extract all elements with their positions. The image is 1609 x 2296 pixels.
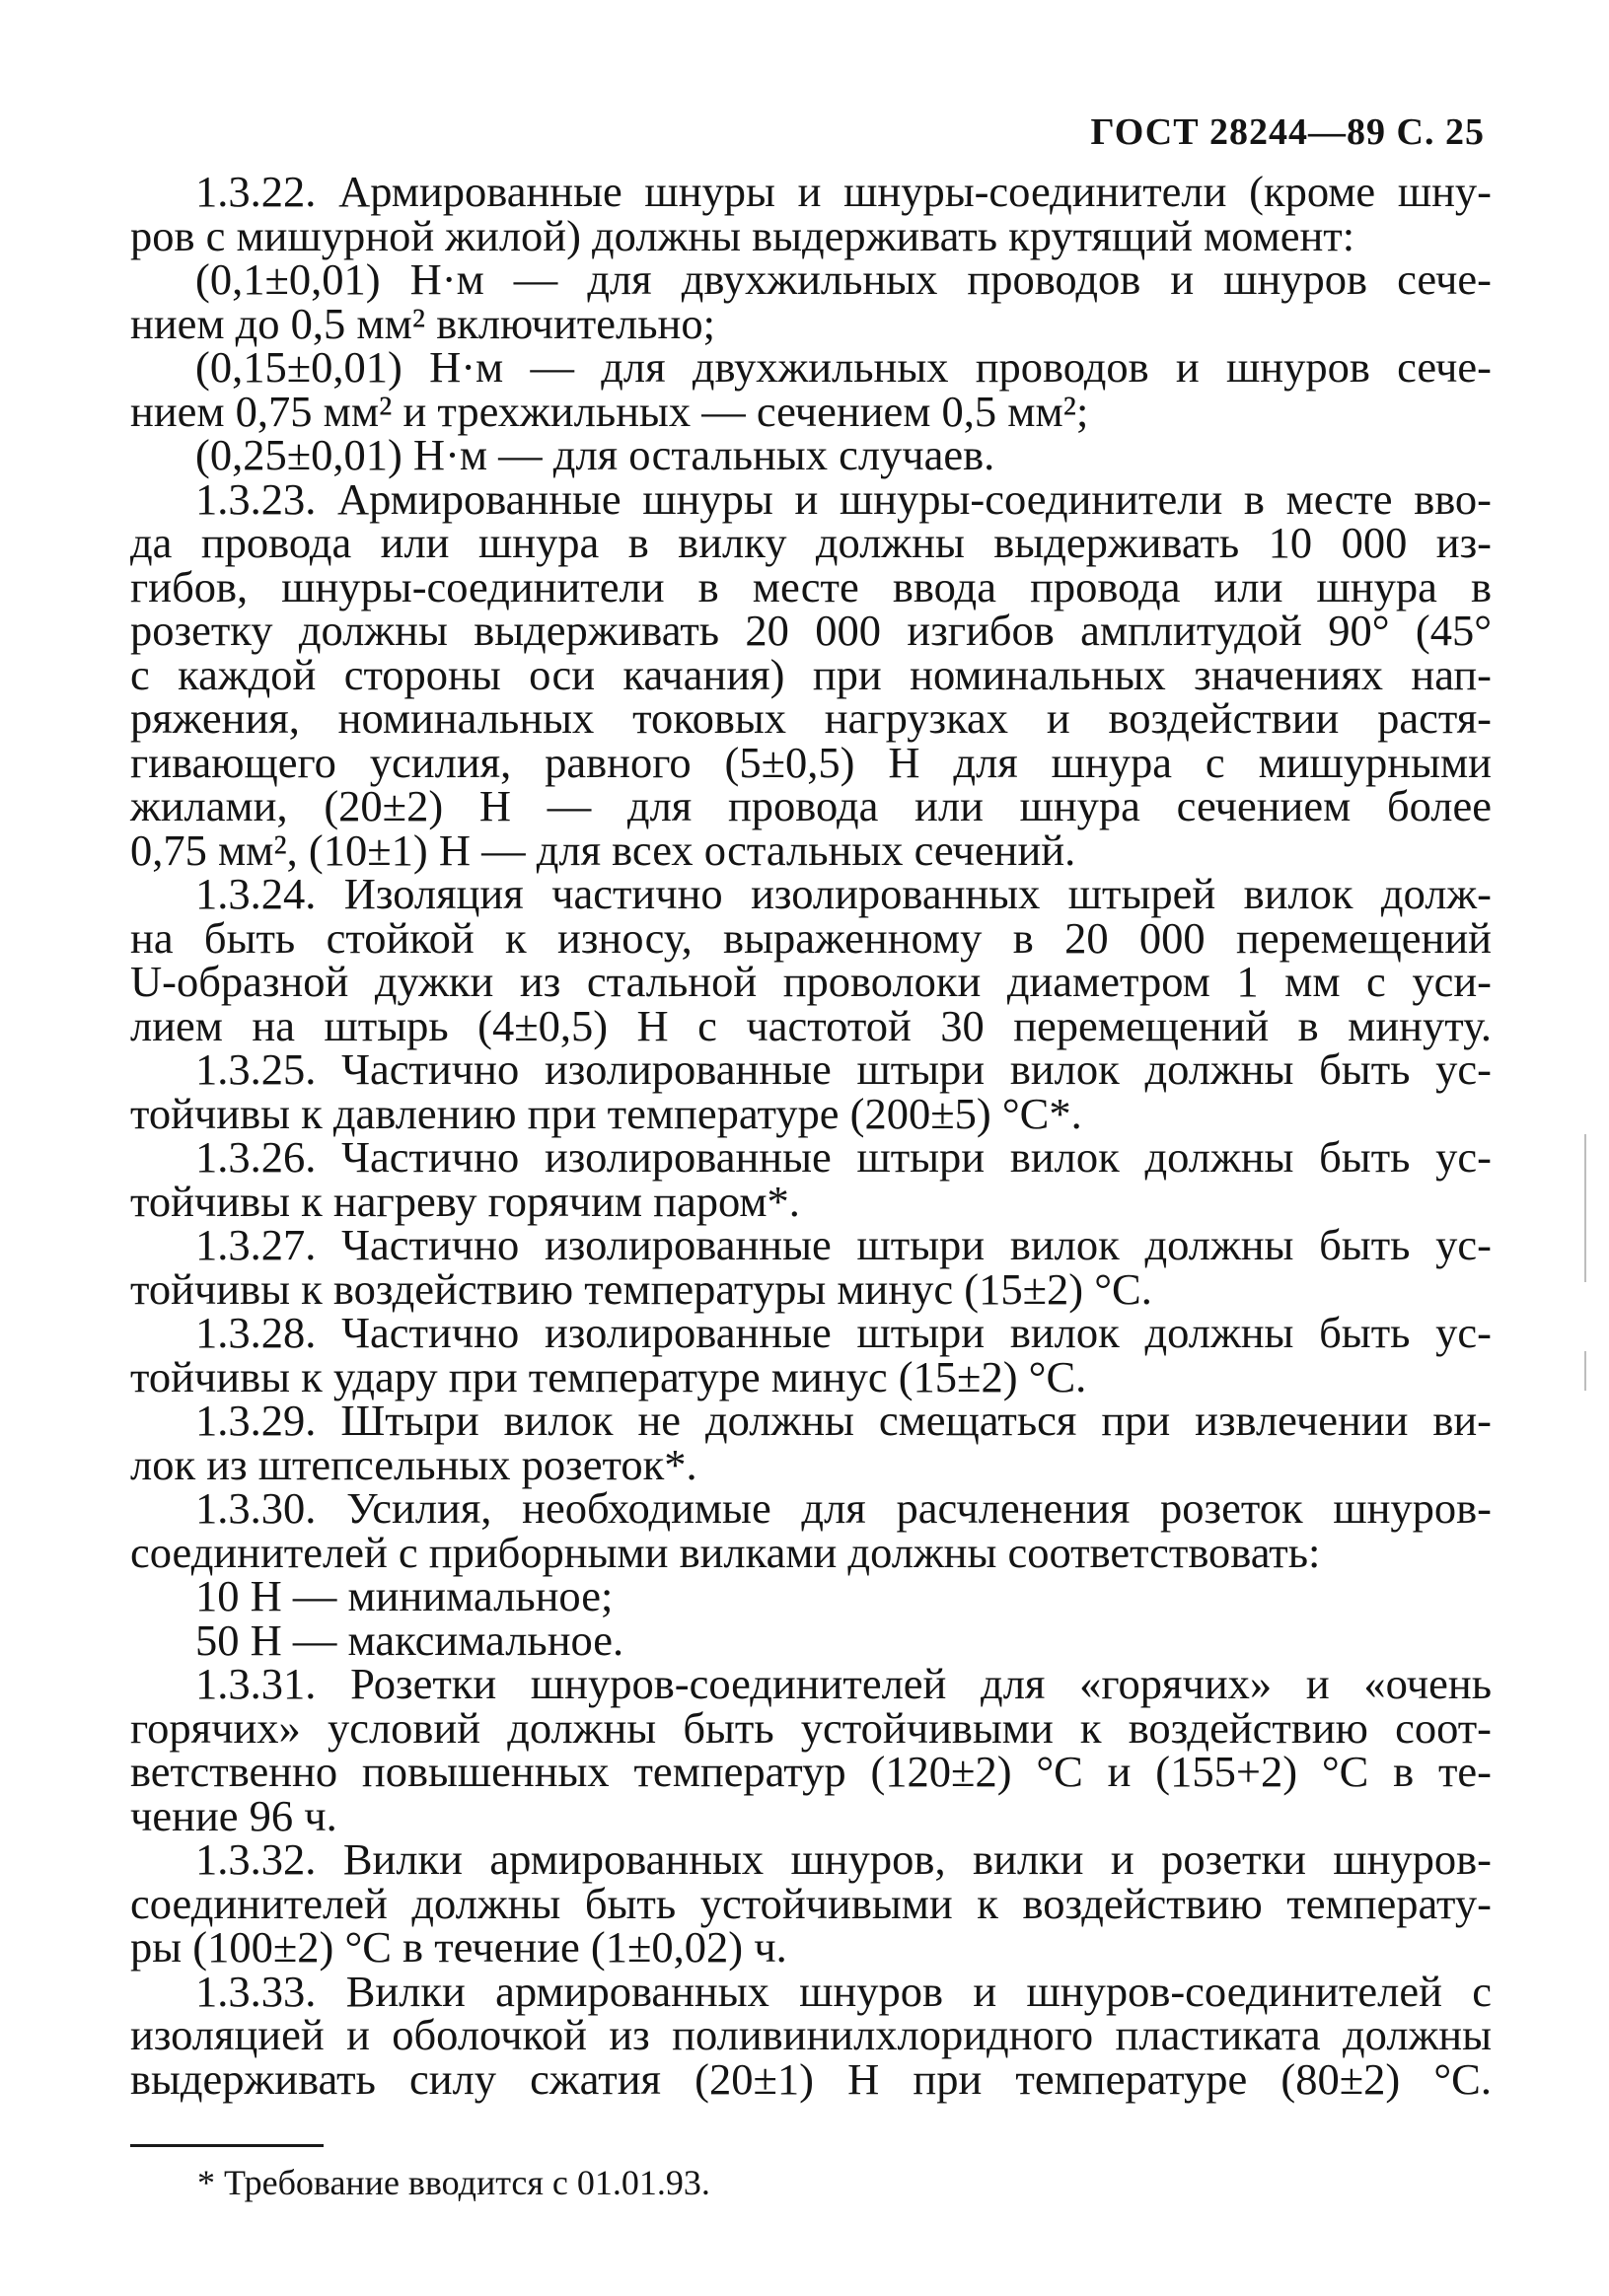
text-line: тойчивы к удару при температуре минус (15±2) °С. — [130, 1351, 1087, 1401]
text-line: с каждой стороны оси качания) при номинальных значениях нап- — [130, 649, 1492, 699]
text-line: да провода или шнура в вилку должны выдерживать 10 000 из- — [130, 518, 1492, 567]
text-line: 1.3.30. Усилия, необходимые для расчленения розеток шнуров- — [195, 1483, 1492, 1533]
text-line: соединителей должны быть устойчивыми к воздействию температу- — [130, 1878, 1492, 1928]
text-line: горячих» условий должны быть устойчивыми к воздействию соот- — [130, 1702, 1492, 1753]
text-line: тойчивы к давлению при температуре (200±5) °С*. — [130, 1088, 1082, 1138]
text-line: нием 0,75 мм² и трехжильных — сечением 0,5 мм²; — [130, 386, 1089, 436]
text-line: U-образной дужки из стальной проволоки диаметром 1 мм с уси- — [130, 957, 1492, 1006]
footnote-divider — [130, 2144, 324, 2147]
text-line: тойчивы к воздействию температуры минус (15±2) °С. — [130, 1263, 1152, 1314]
text-line: ры (100±2) °С в течение (1±0,02) ч. — [130, 1922, 787, 1972]
text-line: изоляцией и оболочкой из поливинилхлоридного пластиката должны — [130, 2010, 1492, 2059]
text-line: (0,25±0,01) Н·м — для остальных случаев. — [195, 430, 995, 479]
text-line: 1.3.32. Вилки армированных шнуров, вилки и розетки шнуров- — [195, 1834, 1492, 1884]
text-line: (0,15±0,01) Н·м — для двухжильных проводов и шнуров сече- — [195, 342, 1492, 392]
text-line: 10 Н — минимальное; — [195, 1571, 614, 1620]
text-line: нием до 0,5 мм² включительно; — [130, 298, 715, 348]
text-line: ров с мишурной жилой) должны выдерживать крутящий момент: — [130, 210, 1355, 260]
text-line: 1.3.31. Розетки шнуров-соединителей для «горячих» и «очень — [195, 1659, 1492, 1708]
text-line: 1.3.28. Частично изолированные штыри вилок должны быть ус- — [195, 1308, 1492, 1357]
text-line: лием на штырь (4±0,5) Н с частотой 30 перемещений в минуту. — [130, 1000, 1492, 1050]
text-line: 50 Н — максимальное. — [195, 1614, 624, 1665]
text-line: жилами, (20±2) Н — для провода или шнура сечением более — [130, 781, 1492, 830]
text-line: розетку должны выдерживать 20 000 изгибов амплитудой 90° (45° — [130, 606, 1492, 655]
page-header: ГОСТ 28244—89 С. 25 — [1090, 111, 1485, 153]
text-line: чение 96 ч. — [130, 1790, 337, 1840]
text-line: (0,1±0,01) Н·м — для двухжильных проводов и шнуров сече- — [195, 254, 1492, 304]
text-line: тойчивы к нагреву горячим паром*. — [130, 1176, 800, 1226]
text-line: ветственно повышенных температур (120±2) °С и (155+2) °С в те- — [130, 1747, 1492, 1796]
document-body — [130, 167, 1492, 2104]
text-line: лок из штепсельных розеток*. — [130, 1439, 697, 1489]
text-line: 1.3.23. Армированные шнуры и шнуры-соединители в месте вво- — [195, 473, 1492, 524]
footnote: * Требование вводится с 01.01.93. — [197, 2163, 710, 2202]
text-line: ряжения, номинальных токовых нагрузках и воздействии растя- — [130, 693, 1492, 743]
text-line: гивающего усилия, равного (5±0,5) Н для шнура с мишурными — [130, 737, 1492, 787]
text-line: 1.3.26. Частично изолированные штыри вилок должны быть ус- — [195, 1132, 1492, 1182]
text-line: гибов, шнуры-соединители в месте ввода провода или шнура в — [130, 561, 1492, 611]
text-line: выдерживать силу сжатия (20±1) Н при температуре (80±2) °С. — [130, 2053, 1492, 2104]
text-line: на быть стойкой к износу, выраженному в 20 000 перемещений — [130, 912, 1492, 963]
text-line: 0,75 мм², (10±1) Н — для всех остальных сечений. — [130, 825, 1076, 875]
text-line: 1.3.33. Вилки армированных шнуров и шнуров-соединителей с — [195, 1966, 1492, 2016]
text-line: соединителей с приборными вилками должны соответствовать: — [130, 1527, 1321, 1577]
text-line: 1.3.22. Армированные шнуры и шнуры-соединители (кроме шну- — [195, 167, 1492, 216]
scan-artifact — [1584, 1351, 1586, 1391]
text-line: 1.3.25. Частично изолированные штыри вилок должны быть ус- — [195, 1044, 1492, 1094]
text-line: 1.3.27. Частично изолированные штыри вилок должны быть ус- — [195, 1220, 1492, 1269]
scan-artifact — [1584, 1134, 1586, 1282]
text-line: 1.3.24. Изоляция частично изолированных штырей вилок долж- — [195, 869, 1492, 918]
text-line: 1.3.29. Штыри вилок не должны смещаться при извлечении ви- — [195, 1396, 1492, 1445]
